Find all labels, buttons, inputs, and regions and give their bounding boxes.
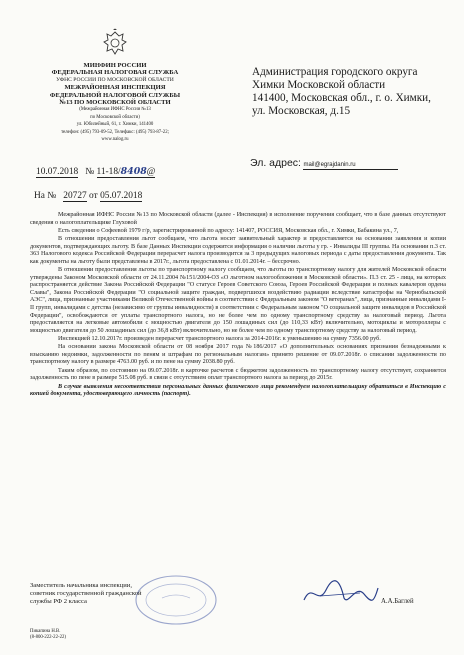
signer-position: советник государственной гражданской — [30, 590, 142, 598]
header-line: по Московской области) — [90, 114, 140, 120]
executor-phone: (8-800-222-22-22) — [30, 635, 66, 640]
reference-line — [34, 191, 142, 202]
executor-name: Пикапина Н.В. — [30, 629, 61, 634]
reg-suffix: @ — [146, 167, 156, 177]
addressee-line: 141400, Московская обл., г. о. Химки, — [252, 92, 431, 104]
reg-prefix: 11-18/ — [96, 167, 121, 177]
issuer-header — [30, 62, 200, 143]
executor-block — [30, 629, 66, 641]
signer-name: А.А.Баглей — [381, 598, 414, 605]
reg-no-label: № — [85, 167, 95, 177]
header-line: телефон: (495) 793-09-52, Телефакс: (495) 793-87-22; — [61, 129, 169, 135]
letter-body — [30, 212, 446, 400]
header-line: МИНФИН РОССИИ — [83, 62, 147, 69]
paragraph: Инспекцией 12.10.2017г. произведен перерасчет транспортного налога за 2014-2016г. к уменьшению на сумму 7356.00 руб. — [58, 335, 381, 342]
paragraph: Межрайонная ИФНС России №13 по Московской области (далее - Инспекция) в исполнение поручения сообщает, что в базе данных отсутствуют сведения о налогоплательщике Глуховой — [30, 212, 446, 226]
ref-number: 20727 — [63, 191, 87, 201]
email-value: mail@egrajdanin.ru — [303, 162, 356, 168]
paragraph: В отношении предоставления льготы по транспортному налогу сообщаем, что льготы по транспортному налогу для жителей Московской области утверждены Законом Московской области от 24.11.2004 №151/2004-ОЗ «О льготном налогообложении в Московской области». П.3 ст. 25 - лица, на которых распространяется действие Закона Российской Федерации "О статусе Героев Советского Союза, Героев Российской Федерации и полных кавалеров ордена Славы", Закона Российской Федерации "О социальной защите граждан, подвергшихся воздействию радиации вследствие катастрофы на Чернобыльской АЭС", лица, признанные участниками Великой Отечественной войны в соответствии с Федеральным законом "О ветеранах", лица, признанные инвалидами I-II групп, инвалидами с детства (независимо от группы инвалидности) в соответствии с Федеральным законом "О социальной защите инвалидов в Российской Федерации", освобождаются от уплаты транспортного налога, но не более чем по одному транспортному средству за налоговый период. Льгота предоставляется на легковые автомобили с мощностью двигателя до 150 лошадиных сил (до 110,33 кВт) включительно, мотоциклы и мотороллеры с мощностью двигателя до 50 лошадиных сил (до 36,8 кВт) включительно, но не более чем по одному транспортному средству за налоговый период. — [30, 267, 446, 334]
ref-date: 05.07.2018 — [100, 191, 143, 201]
handwritten-signature-icon — [300, 576, 380, 610]
emblem-icon — [100, 28, 130, 58]
email-label: Эл. адрес: — [250, 157, 301, 169]
ref-from-label: от — [89, 191, 98, 201]
addressee-line: Администрация городского округа — [252, 66, 418, 78]
paragraph: Таким образом, по состоянию на 09.07.2018г. в карточке расчетов с бюджетом задолженность по транспортному налогу отсутствует, сохраняется задолженность по пене в размере 515.08 руб. в связи с отсутствием оплат транспортного налога за период до 2015г. — [30, 367, 446, 382]
header-line: МЕЖРАЙОННАЯ ИНСПЕКЦИЯ — [64, 84, 166, 92]
paragraph-emphasis: В случае выявления несоответствия персональных данных физического лица рекомендуем налогоплательщику обратиться в Инспекцию с копией документа, удостоверяющего личность (паспорт). — [30, 383, 446, 398]
registration-line — [36, 166, 155, 178]
signature-block — [30, 582, 142, 607]
email-line — [250, 157, 398, 170]
official-stamp-icon — [132, 572, 220, 628]
signer-position: службы РФ 2 класса — [30, 598, 87, 606]
paragraph: На основании закона Московской области от 08 ноября 2017 года №186/2017 «О дополнительных основаниях признания безнадежными к взысканию недоимки, задолженности по пеням и штрафам по региональным налогам» принято решение от 09.07.2018г. о списании задолженности по транспортному налогу в размере 4763.00 руб. и по пене на сумму 2038.80 руб. — [30, 344, 446, 366]
header-line: www.nalog.ru — [101, 137, 129, 143]
paragraph: В отношении предоставления льгот сообщаем, что льгота носит заявительный характер и предоставляется на основании заявления и копии документов, подтверждающих льготу. В базе Данных Инспекции содержится информация о наличии льготы у гр. - Инвалиды III группы. На основании п.3 ст. 363 Налогового кодекса Российской Федерации перерасчет налога производится за 3 предыдущих налоговых периода с даты предоставления документа. Так как документы на льготу были представлены в 2017г., льгота предоставлена с 01.01.2014г. – бессрочно. — [30, 236, 446, 265]
reg-handwritten-number: 8408 — [120, 166, 147, 177]
addressee-line: ул. Московская, д.15 — [252, 105, 351, 117]
addressee-block — [252, 66, 452, 118]
header-line: №13 ПО МОСКОВСКОЙ ОБЛАСТИ — [59, 99, 171, 107]
reg-date: 10.07.2018 — [36, 167, 79, 177]
addressee-line: Химки Московской области — [252, 79, 386, 91]
header-line: ФЕДЕРАЛЬНАЯ НАЛОГОВАЯ СЛУЖБА — [51, 69, 179, 77]
paragraph: Есть сведения о Софеевой 1979 г/р, зарегистрированной по адресу: 141407, РОССИЯ, Московская обл., г. Химки, Бабакина ул., 7, — [58, 227, 399, 234]
signer-position: Заместитель начальника инспекции, — [30, 582, 132, 589]
header-line: (Межрайонная ИФНС России №13 — [79, 107, 151, 113]
ref-label: На № — [34, 191, 57, 201]
header-line: ФЕДЕРАЛЬНОЙ НАЛОГОВОЙ СЛУЖБЫ — [49, 91, 181, 99]
header-line: ул. Юбилейный, 61, г. Химки, 141400 — [76, 122, 154, 128]
header-line: УФНС РОССИИ ПО МОСКОВСКОЙ ОБЛАСТИ — [56, 76, 174, 83]
